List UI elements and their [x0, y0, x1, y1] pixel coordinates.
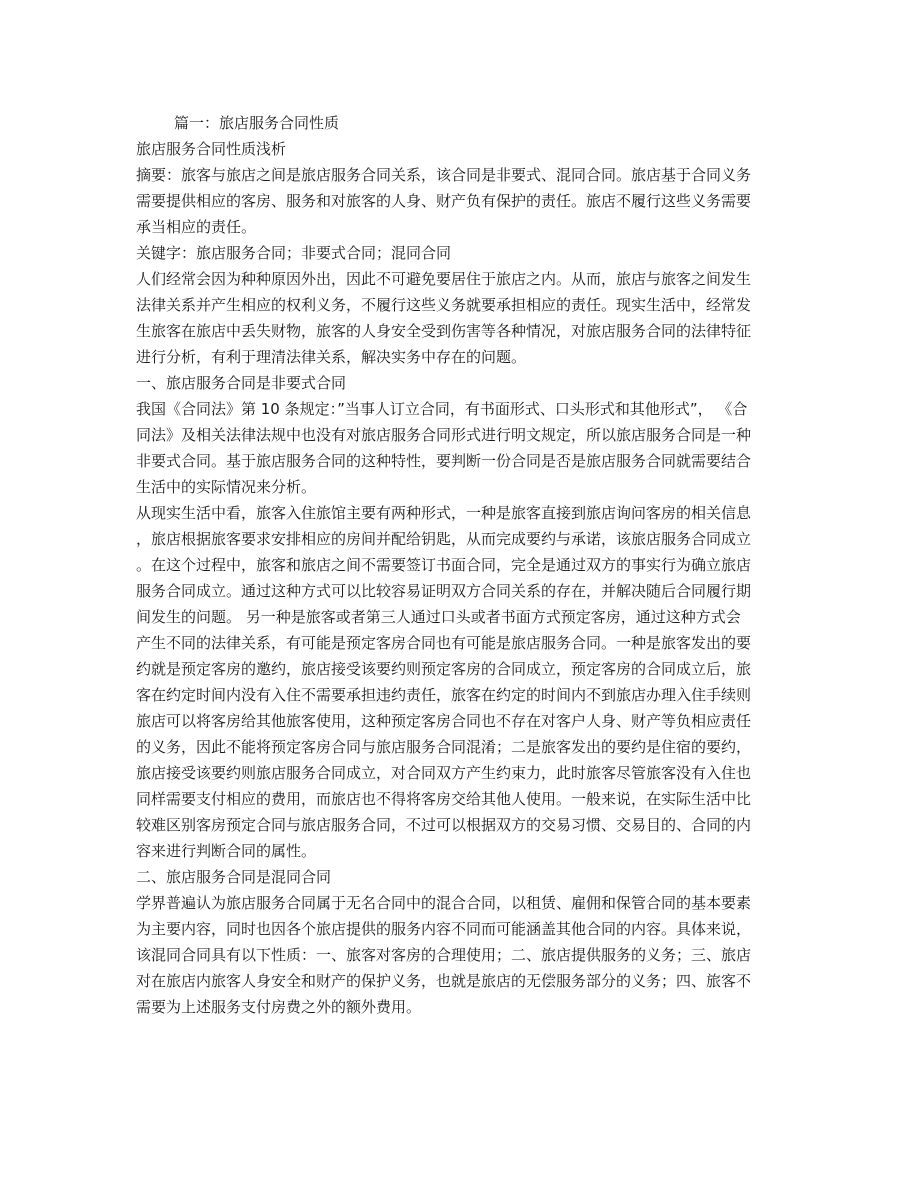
paragraph-line: 学界普遍认为旅店服务合同属于无名合同中的混合合同，以租赁、雇佣和保管合同的基本要素	[136, 894, 752, 912]
intro-line: 法律关系并产生相应的权利义务，不履行这些义务就要承担相应的责任。现实生活中，经常发	[136, 296, 752, 314]
paragraph-line: 产生不同的法律关系，有可能是预定客房合同也有可能是旅店服务合同。一种是旅客发出的要	[136, 634, 752, 652]
paragraph-line: 客在约定时间内没有入住不需要承担违约责任，旅客在约定的时间内不到旅店办理入住手续则	[136, 686, 752, 704]
paragraph-line: 服务合同成立。通过这种方式可以比较容易证明双方合同关系的存在，并解决随后合同履行期	[136, 582, 752, 600]
paragraph-line: 的义务，因此不能将预定客房合同与旅店服务合同混淆；二是旅客发出的要约是住宿的要约，	[136, 738, 752, 756]
intro-line: 生旅客在旅店中丢失财物，旅客的人身安全受到伤害等各种情况，对旅店服务合同的法律特征	[136, 322, 752, 340]
paragraph-line: 。在这个过程中，旅客和旅店之间不需要签订书面合同，完全是通过双方的事实行为确立旅店	[136, 556, 752, 574]
paragraph-line: 容来进行判断合同的属性。	[136, 842, 317, 860]
paragraph-line: ，旅店根据旅客要求安排相应的房间并配给钥匙，从而完成要约与承诺，该旅店服务合同成立	[136, 530, 752, 548]
document-title: 篇一：旅店服务合同性质	[174, 114, 340, 132]
paragraph-line: 生活中的实际情况来分析。	[136, 478, 317, 496]
section1-paragraph-1	[136, 396, 784, 500]
keywords-line: 关键字：旅店服务合同；非要式合同；混同合同	[136, 244, 452, 262]
paragraph-line: 非要式合同。基于旅店服务合同的这种特性，要判断一份合同是否是旅店服务合同就需要结合	[136, 452, 752, 470]
intro-line: 人们经常会因为种种原因外出，因此不可避免要居住于旅店之内。从而，旅店与旅客之间发生	[136, 270, 752, 288]
document-subtitle: 旅店服务合同性质浅析	[136, 140, 287, 158]
paragraph-line: 需要为上述服务支付房费之外的额外费用。	[136, 998, 422, 1016]
document-page	[136, 110, 784, 1020]
paragraph-line: 旅店接受该要约则旅店服务合同成立，对合同双方产生约束力，此时旅客尽管旅客没有入住也	[136, 764, 752, 782]
section-heading-1: 一、旅店服务合同是非要式合同	[136, 374, 347, 392]
abstract-line: 摘要：旅客与旅店之间是旅店服务合同关系，该合同是非要式、混同合同。旅店基于合同义务	[136, 166, 752, 184]
paragraph-line: 从现实生活中看，旅客入住旅馆主要有两种形式，一种是旅客直接到旅店询问客房的相关信息	[136, 504, 752, 522]
section-heading-2: 二、旅店服务合同是混同合同	[136, 868, 332, 886]
section2-paragraph-1	[136, 890, 784, 1020]
abstract-line: 承当相应的责任。	[136, 218, 257, 236]
intro-line: 进行分析，有利于理清法律关系，解决实务中存在的问题。	[136, 348, 527, 366]
abstract-paragraph	[136, 162, 784, 240]
paragraph-line: 我国《合同法》第 10 条规定：”当事人订立合同，有书面形式、口头形式和其他形式”， 《合	[136, 400, 748, 418]
paragraph-line: 约就是预定客房的邀约，旅店接受该要约则预定客房的合同成立，预定客房的合同成立后，旅	[136, 660, 752, 678]
paragraph-line: 同样需要支付相应的费用，而旅店也不得将客房交给其他人使用。一般来说，在实际生活中比	[136, 790, 752, 808]
intro-paragraph	[136, 266, 784, 370]
section1-paragraph-2	[136, 500, 784, 864]
paragraph-line: 为主要内容，同时也因各个旅店提供的服务内容不同而可能涵盖其他合同的内容。具体来说，	[136, 920, 752, 938]
paragraph-line: 同法》及相关法律法规中也没有对旅店服务合同形式进行明文规定，所以旅店服务合同是一种	[136, 426, 752, 444]
abstract-line: 需要提供相应的客房、服务和对旅客的人身、财产负有保护的责任。旅店不履行这些义务需要	[136, 192, 752, 210]
paragraph-line: 该混同合同具有以下性质：一、旅客对客房的合理使用；二、旅店提供服务的义务；三、旅店	[136, 946, 752, 964]
paragraph-line: 间发生的问题。 另一种是旅客或者第三人通过口头或者书面方式预定客房，通过这种方式会	[136, 608, 741, 626]
paragraph-line: 旅店可以将客房给其他旅客使用，这种预定客房合同也不存在对客户人身、财产等负相应责任	[136, 712, 752, 730]
paragraph-line: 对在旅店内旅客人身安全和财产的保护义务，也就是旅店的无偿服务部分的义务；四、旅客不	[136, 972, 752, 990]
paragraph-line: 较难区别客房预定合同与旅店服务合同，不过可以根据双方的交易习惯、交易目的、合同的内	[136, 816, 752, 834]
